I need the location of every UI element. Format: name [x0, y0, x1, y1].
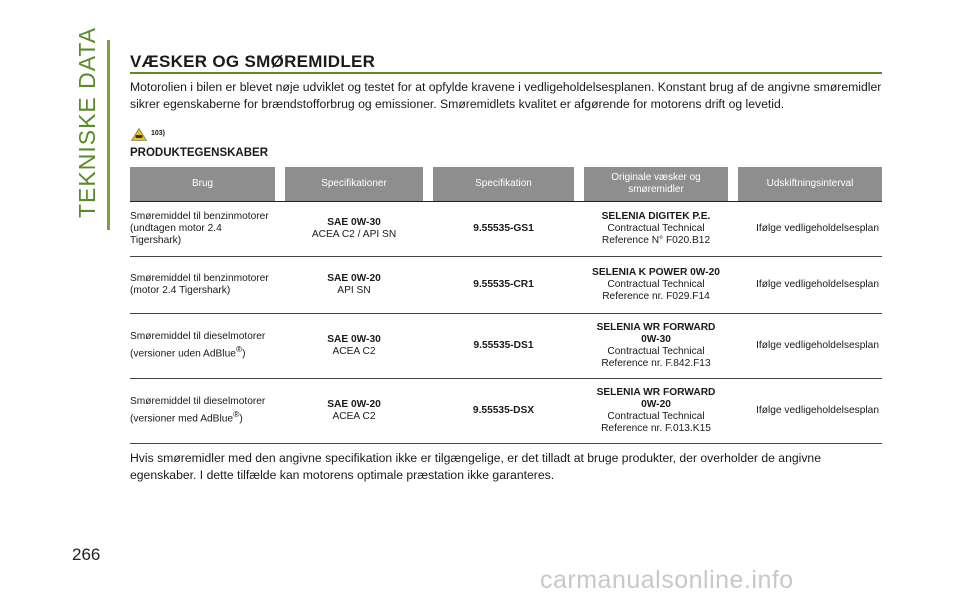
section-title: VÆSKER OG SMØREMIDLER [130, 52, 376, 71]
row-code: 9.55535-GS1 [433, 202, 574, 257]
title-rule [130, 72, 882, 74]
row-specifications: SAE 0W-20 ACEA C2 [285, 379, 423, 444]
row-code: 9.55535-CR1 [433, 257, 574, 314]
table-row [130, 379, 882, 444]
row-specifications: SAE 0W-30 ACEA C2 [285, 314, 423, 379]
table-row [130, 202, 882, 257]
header-original-fluids: Originale væsker og smøremidler [584, 167, 728, 201]
warning-reference: 103) [151, 130, 166, 137]
row-interval: Ifølge vedligeholdelsesplan [738, 314, 882, 379]
row-code: 9.55535-DSX [433, 379, 574, 444]
watermark: carmanualsonline.info [540, 566, 794, 594]
row-product: SELENIA WR FORWARD 0W-20 Contractual Technical Reference nr. F.013.K15 [584, 379, 728, 444]
warning-icon [131, 128, 147, 141]
table-row [130, 257, 882, 314]
row-use: Smøremiddel til benzinmotorer (undtagen motor 2.4 Tigershark) [130, 202, 275, 257]
lubricant-table [130, 167, 882, 444]
page-number: 266 [72, 545, 101, 564]
header-interval: Udskiftningsinterval [738, 167, 882, 201]
row-product: SELENIA WR FORWARD 0W-30 Contractual Technical Reference nr. F.842.F13 [584, 314, 728, 379]
table-header-row [130, 167, 882, 201]
row-use: Smøremiddel til dieselmotorer (versioner med AdBlue®) [130, 379, 275, 444]
row-use: Smøremiddel til benzinmotorer (motor 2.4 Tigershark) [130, 257, 275, 314]
chapter-tab [72, 26, 102, 218]
row-use: Smøremiddel til dieselmotorer (versioner uden AdBlue®) [130, 314, 275, 379]
row-specifications: SAE 0W-30 ACEA C2 / API SN [285, 202, 423, 257]
header-specifications: Specifikationer [285, 167, 423, 201]
row-product: SELENIA DIGITEK P.E. Contractual Technical Reference N° F020.B12 [584, 202, 728, 257]
header-specification: Specifikation [433, 167, 574, 201]
row-interval: Ifølge vedligeholdelsesplan [738, 379, 882, 444]
table-title: PRODUKTEGENSKABER [130, 147, 269, 159]
intro-paragraph: Motorolien i bilen er blevet nøje udviklet og testet for at opfylde kravene i vedligeholdelsesplanen. Konstant brug af de angivne smøremidler sikrer egenskaberne for brændstofforbrug og emissioner. Smøremidlets kvalitet er afgørende for motorens drift og levetid. [130, 80, 882, 111]
note-paragraph: Hvis smøremidler med den angivne specifikation ikke er tilgængelige, er det tilladt at bruge produkter, der overholder de angivne egenskaber. I dette tilfælde kan motorens optimale præstation ikke garanteres. [130, 451, 821, 482]
header-use: Brug [130, 167, 275, 201]
row-product: SELENIA K POWER 0W-20 Contractual Technical Reference nr. F029.F14 [584, 257, 728, 314]
chapter-divider [107, 40, 110, 230]
row-code: 9.55535-DS1 [433, 314, 574, 379]
row-interval: Ifølge vedligeholdelsesplan [738, 257, 882, 314]
row-specifications: SAE 0W-20 API SN [285, 257, 423, 314]
row-interval: Ifølge vedligeholdelsesplan [738, 202, 882, 257]
table-row [130, 314, 882, 379]
chapter-title: TEKNISKE DATA [74, 26, 100, 218]
